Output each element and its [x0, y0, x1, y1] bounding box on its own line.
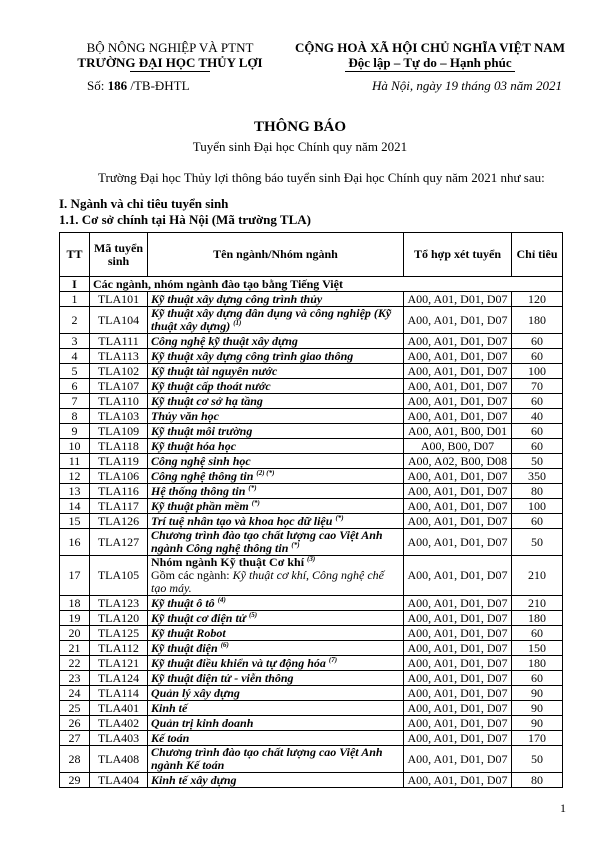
- row-code: TLA408: [90, 746, 148, 773]
- row-combination: A00, A01, D01, D07: [404, 686, 512, 701]
- row-quota: 100: [512, 364, 563, 379]
- footnote-marker: (*): [291, 541, 300, 549]
- row-program-name: [148, 656, 404, 671]
- program-name-text: Kỹ thuật Robot: [151, 625, 226, 640]
- row-code: TLA401: [90, 701, 148, 716]
- row-tt: 15: [60, 514, 90, 529]
- table-row: [60, 307, 563, 334]
- row-combination: A00, A01, D01, D07: [404, 394, 512, 409]
- row-code: TLA113: [90, 349, 148, 364]
- footnote-marker: (7): [328, 655, 338, 664]
- table-row: [60, 731, 563, 746]
- issuer-block: [60, 40, 280, 72]
- row-code: TLA123: [90, 596, 148, 611]
- footnote-marker: (*): [335, 513, 344, 522]
- table-row: [60, 701, 563, 716]
- row-program-name: [148, 424, 404, 439]
- table-row: [60, 626, 563, 641]
- row-tt: 8: [60, 409, 90, 424]
- header-code: Mã tuyển sinh: [90, 233, 148, 277]
- row-combination: A00, A02, B00, D08: [404, 454, 512, 469]
- row-program-name: [148, 731, 404, 746]
- ref-prefix: Số:: [87, 78, 108, 93]
- footnote-marker: (*): [248, 483, 257, 492]
- table-row: [60, 716, 563, 731]
- footnote-marker: (1): [233, 319, 242, 327]
- footnote-marker: (*): [251, 498, 260, 507]
- table-row: [60, 641, 563, 656]
- table-row: [60, 454, 563, 469]
- row-combination: A00, A01, D01, D07: [404, 716, 512, 731]
- program-name-text: Kỹ thuật tài nguyên nước: [151, 363, 278, 378]
- row-combination: A00, A01, D01, D07: [404, 529, 512, 556]
- table-row: [60, 364, 563, 379]
- row-tt: 7: [60, 394, 90, 409]
- row-tt: 10: [60, 439, 90, 454]
- table-row: [60, 394, 563, 409]
- row-combination: A00, A01, D01, D07: [404, 746, 512, 773]
- row-program-name: [148, 364, 404, 379]
- row-combination: A00, B00, D07: [404, 439, 512, 454]
- row-program-name: [148, 334, 404, 349]
- row-program-name: [148, 484, 404, 499]
- row-combination: A00, A01, D01, D07: [404, 611, 512, 626]
- issuer-underline: [130, 71, 210, 72]
- row-program-name: [148, 596, 404, 611]
- document-reference: [87, 78, 190, 94]
- footnote-marker: (2) (*): [256, 468, 275, 477]
- university-name: TRƯỜNG ĐẠI HỌC THỦY LỢI: [77, 55, 263, 70]
- ref-number: 186: [107, 78, 128, 93]
- row-code: TLA120: [90, 611, 148, 626]
- row-combination: A00, A01, D01, D07: [404, 409, 512, 424]
- row-code: TLA404: [90, 773, 148, 788]
- table-row: [60, 671, 563, 686]
- section-tt: I: [60, 277, 90, 292]
- row-tt: 22: [60, 656, 90, 671]
- row-tt: 19: [60, 611, 90, 626]
- program-name-text: Kỹ thuật hóa học: [151, 438, 237, 453]
- row-tt: 18: [60, 596, 90, 611]
- footnote-marker: (6): [220, 640, 229, 649]
- row-combination: A00, A01, D01, D07: [404, 514, 512, 529]
- row-combination: A00, A01, D01, D07: [404, 307, 512, 334]
- row-code: TLA101: [90, 292, 148, 307]
- row-combination: A00, A01, B00, D01: [404, 424, 512, 439]
- row-quota: 60: [512, 626, 563, 641]
- row-tt: 13: [60, 484, 90, 499]
- row-code: TLA116: [90, 484, 148, 499]
- row-combination: A00, A01, D01, D07: [404, 364, 512, 379]
- ministry-name: BỘ NÔNG NGHIỆP VÀ PTNT: [86, 40, 254, 55]
- program-name-text: Kỹ thuật cấp thoát nước: [151, 378, 271, 393]
- row-tt: 2: [60, 307, 90, 334]
- program-name-text: Hệ thống thông tin: [151, 483, 246, 498]
- row-program-name: [148, 409, 404, 424]
- program-name-text: Công nghệ thông tin: [151, 468, 254, 483]
- row-tt: 20: [60, 626, 90, 641]
- table-row: [60, 556, 563, 596]
- program-name-text: Kỹ thuật xây dựng công trình giao thông: [151, 348, 354, 363]
- row-quota: 350: [512, 469, 563, 484]
- row-tt: 27: [60, 731, 90, 746]
- row-code: TLA121: [90, 656, 148, 671]
- row-code: TLA102: [90, 364, 148, 379]
- row-quota: 120: [512, 292, 563, 307]
- document-subtitle: Tuyển sinh Đại học Chính quy năm 2021: [192, 139, 408, 154]
- row-quota: 80: [512, 484, 563, 499]
- national-motto: Độc lập – Tự do – Hạnh phúc: [348, 55, 512, 70]
- country-name: CỘNG HOÀ XÃ HỘI CHỦ NGHĨA VIỆT NAM: [294, 40, 566, 55]
- subsection-heading: 1.1. Cơ sở chính tại Hà Nội (Mã trường TLA): [59, 212, 311, 227]
- row-code: TLA109: [90, 424, 148, 439]
- program-name-text: Kỹ thuật ô tô: [151, 595, 215, 610]
- row-quota: 40: [512, 409, 563, 424]
- program-name-text: Kỹ thuật cơ điện tử: [151, 610, 246, 625]
- row-combination: A00, A01, D01, D07: [404, 484, 512, 499]
- program-name-text: Kỹ thuật xây dựng dân dụng và công nghiệp (Kỹ thuật xây dựng): [151, 306, 392, 333]
- table-row: [60, 424, 563, 439]
- row-program-name: [148, 514, 404, 529]
- row-quota: 80: [512, 773, 563, 788]
- row-program-name: [148, 379, 404, 394]
- row-program-name: [148, 439, 404, 454]
- footnote-marker: (4): [217, 595, 226, 604]
- table-row: [60, 439, 563, 454]
- row-quota: 100: [512, 499, 563, 514]
- row-quota: 60: [512, 671, 563, 686]
- row-quota: 60: [512, 424, 563, 439]
- row-combination: A00, A01, D01, D07: [404, 596, 512, 611]
- row-program-name: [148, 746, 404, 773]
- table-row: [60, 746, 563, 773]
- program-name-text: Kỹ thuật điện: [151, 640, 218, 655]
- row-tt: 12: [60, 469, 90, 484]
- row-tt: 9: [60, 424, 90, 439]
- row-tt: 24: [60, 686, 90, 701]
- program-name-text: Chương trình đào tạo chất lượng cao Việt Anh ngành Công nghệ thông tin: [151, 528, 383, 555]
- table-row: [60, 773, 563, 788]
- group-members: [151, 569, 400, 595]
- row-quota: 170: [512, 731, 563, 746]
- row-code: TLA126: [90, 514, 148, 529]
- row-quota: 50: [512, 454, 563, 469]
- row-quota: 150: [512, 641, 563, 656]
- row-tt: 16: [60, 529, 90, 556]
- footnote-marker: (5): [248, 610, 258, 619]
- row-combination: A00, A01, D01, D07: [404, 469, 512, 484]
- row-tt: 6: [60, 379, 90, 394]
- program-name-text: Nhóm ngành Kỹ thuật Cơ khí: [151, 555, 305, 569]
- program-name-text: Chương trình đào tạo chất lượng cao Việt Anh ngành Kế toán: [151, 745, 383, 772]
- row-quota: 180: [512, 611, 563, 626]
- row-program-name: [148, 671, 404, 686]
- row-code: TLA112: [90, 641, 148, 656]
- row-tt: 21: [60, 641, 90, 656]
- row-combination: A00, A01, D01, D07: [404, 731, 512, 746]
- table-row: [60, 656, 563, 671]
- row-quota: 70: [512, 379, 563, 394]
- row-combination: A00, A01, D01, D07: [404, 773, 512, 788]
- program-name-text: Kỹ thuật môi trường: [151, 423, 253, 438]
- ref-suffix: /TB-ĐHTL: [127, 78, 190, 93]
- row-program-name: [148, 626, 404, 641]
- program-name-text: Kinh tế: [151, 700, 188, 715]
- row-tt: 26: [60, 716, 90, 731]
- row-code: TLA119: [90, 454, 148, 469]
- row-code: TLA118: [90, 439, 148, 454]
- row-code: TLA106: [90, 469, 148, 484]
- row-combination: A00, A01, D01, D07: [404, 556, 512, 596]
- row-quota: 90: [512, 686, 563, 701]
- header-combo: Tổ hợp xét tuyển: [404, 233, 512, 277]
- row-code: TLA117: [90, 499, 148, 514]
- program-name-text: Công nghệ sinh học: [151, 453, 251, 468]
- footnote-marker: (3): [307, 555, 316, 563]
- row-tt: 14: [60, 499, 90, 514]
- row-quota: 90: [512, 701, 563, 716]
- table-header-row: [60, 233, 563, 277]
- row-quota: 180: [512, 307, 563, 334]
- program-name-text: Kinh tế xây dựng: [151, 772, 237, 787]
- table-row: [60, 529, 563, 556]
- program-name-text: Kế toán: [151, 730, 190, 745]
- program-name-text: Thủy văn học: [151, 408, 220, 423]
- row-combination: A00, A01, D01, D07: [404, 499, 512, 514]
- row-tt: 23: [60, 671, 90, 686]
- program-name-text: Kỹ thuật điều khiển và tự động hóa: [151, 655, 326, 670]
- row-tt: 5: [60, 364, 90, 379]
- row-quota: 210: [512, 596, 563, 611]
- program-name-text: Kỹ thuật phần mềm: [151, 498, 249, 513]
- row-code: TLA125: [90, 626, 148, 641]
- program-name-text: Kỹ thuật cơ sở hạ tầng: [151, 393, 263, 408]
- row-combination: A00, A01, D01, D07: [404, 626, 512, 641]
- row-combination: A00, A01, D01, D07: [404, 334, 512, 349]
- row-code: TLA110: [90, 394, 148, 409]
- section-label: Các ngành, nhóm ngành đào tạo bằng Tiếng Việt: [90, 277, 563, 292]
- row-combination: A00, A01, D01, D07: [404, 349, 512, 364]
- table-row: [60, 514, 563, 529]
- row-tt: 28: [60, 746, 90, 773]
- group-prefix: Gồm các ngành:: [151, 568, 233, 582]
- row-program-name: [148, 611, 404, 626]
- program-name-text: Trí tuệ nhân tạo và khoa học dữ liệu: [151, 513, 333, 528]
- row-quota: 180: [512, 656, 563, 671]
- row-code: TLA107: [90, 379, 148, 394]
- row-program-name: [148, 529, 404, 556]
- table-row: [60, 334, 563, 349]
- row-program-name: [148, 641, 404, 656]
- row-code: TLA402: [90, 716, 148, 731]
- row-program-name: [148, 454, 404, 469]
- row-program-name: [148, 394, 404, 409]
- program-name-text: Quản lý xây dựng: [151, 685, 240, 700]
- table-row: [60, 469, 563, 484]
- row-tt: 17: [60, 556, 90, 596]
- row-tt: 29: [60, 773, 90, 788]
- table-row: [60, 686, 563, 701]
- program-name-text: Kỹ thuật xây dựng công trình thủy: [151, 291, 323, 306]
- row-program-name: [148, 716, 404, 731]
- admission-table: [59, 232, 563, 788]
- header-name: Tên ngành/Nhóm ngành: [148, 233, 404, 277]
- table-row: [60, 409, 563, 424]
- row-program-name: [148, 773, 404, 788]
- section-row: [60, 277, 563, 292]
- row-quota: 50: [512, 529, 563, 556]
- table-row: [60, 596, 563, 611]
- table-row: [60, 484, 563, 499]
- table-row: [60, 349, 563, 364]
- row-code: TLA127: [90, 529, 148, 556]
- row-code: TLA124: [90, 671, 148, 686]
- row-tt: 3: [60, 334, 90, 349]
- row-combination: A00, A01, D01, D07: [404, 379, 512, 394]
- program-name-text: Công nghệ kỹ thuật xây dựng: [151, 333, 298, 348]
- row-program-name: [148, 349, 404, 364]
- header-tt: TT: [60, 233, 90, 277]
- row-tt: 1: [60, 292, 90, 307]
- row-program-name: [148, 307, 404, 334]
- table-row: [60, 292, 563, 307]
- row-combination: A00, A01, D01, D07: [404, 671, 512, 686]
- row-program-name: [148, 686, 404, 701]
- row-program-name: [148, 292, 404, 307]
- header-quota: Chỉ tiêu: [512, 233, 563, 277]
- row-quota: 210: [512, 556, 563, 596]
- row-quota: 60: [512, 439, 563, 454]
- section-heading: I. Ngành và chỉ tiêu tuyển sinh: [59, 196, 229, 211]
- row-program-name: [148, 469, 404, 484]
- row-quota: 60: [512, 394, 563, 409]
- program-name-text: Quản trị kinh doanh: [151, 715, 254, 730]
- row-program-name: [148, 701, 404, 716]
- intro-paragraph: Trường Đại học Thủy lợi thông báo tuyển sinh Đại học Chính quy năm 2021 như sau:: [98, 170, 545, 185]
- document-date: Hà Nội, ngày 19 tháng 03 năm 2021: [372, 78, 562, 93]
- row-combination: A00, A01, D01, D07: [404, 641, 512, 656]
- table-row: [60, 379, 563, 394]
- row-tt: 25: [60, 701, 90, 716]
- row-code: TLA104: [90, 307, 148, 334]
- row-code: TLA403: [90, 731, 148, 746]
- row-combination: A00, A01, D01, D07: [404, 656, 512, 671]
- row-quota: 60: [512, 514, 563, 529]
- row-tt: 11: [60, 454, 90, 469]
- table-row: [60, 611, 563, 626]
- row-quota: 60: [512, 334, 563, 349]
- row-combination: A00, A01, D01, D07: [404, 292, 512, 307]
- row-quota: 50: [512, 746, 563, 773]
- row-code: TLA114: [90, 686, 148, 701]
- row-program-name: [148, 556, 404, 596]
- row-code: TLA105: [90, 556, 148, 596]
- row-combination: A00, A01, D01, D07: [404, 701, 512, 716]
- row-code: TLA103: [90, 409, 148, 424]
- page-number: 1: [560, 801, 566, 815]
- group-items: Kỹ thuật cơ khí, Công nghệ chế tạo máy.: [151, 568, 385, 595]
- row-program-name: [148, 499, 404, 514]
- row-tt: 4: [60, 349, 90, 364]
- row-quota: 90: [512, 716, 563, 731]
- table-row: [60, 499, 563, 514]
- motto-underline: [345, 71, 515, 72]
- row-quota: 60: [512, 349, 563, 364]
- row-code: TLA111: [90, 334, 148, 349]
- document-title: THÔNG BÁO: [253, 119, 347, 135]
- program-name-text: Kỹ thuật điện tử - viễn thông: [151, 670, 294, 685]
- national-header: [280, 40, 580, 72]
